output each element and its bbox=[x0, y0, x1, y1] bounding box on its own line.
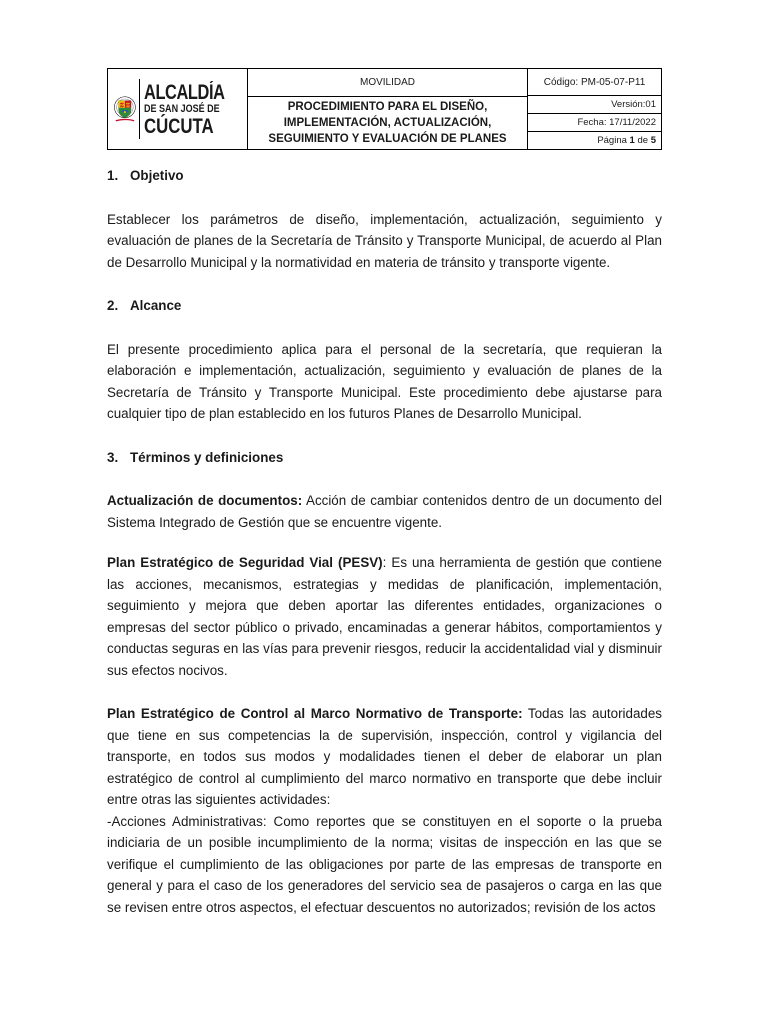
definition-term: Actualización de documentos: bbox=[107, 493, 303, 508]
page-sep: de bbox=[637, 135, 649, 146]
page-current: 1 bbox=[629, 135, 635, 146]
logo-line-3: CÚCUTA bbox=[143, 114, 214, 138]
document-date: Fecha: 17/11/2022 bbox=[528, 114, 661, 132]
city-shield-icon bbox=[114, 78, 136, 140]
definition-actualizacion bbox=[107, 490, 662, 533]
document-header bbox=[107, 68, 662, 150]
header-center bbox=[248, 69, 528, 149]
document-version: Versión:01 bbox=[528, 96, 661, 114]
logo-line-2: DE SAN JOSÉ DE bbox=[143, 102, 220, 115]
page-label: Página bbox=[597, 135, 627, 146]
document-body bbox=[107, 165, 662, 918]
definition-term: Plan Estratégico de Control al Marco Normativo de Transporte: bbox=[107, 706, 523, 721]
section-text-objetivo: Establecer los parámetros de diseño, implementación, actualización, seguimiento y evaluación de planes de la Secretaría de Tránsito y Transporte Municipal, de acuerdo al Plan de Desarrollo Municipal y la normatividad en materia de tránsito y transporte vigente. bbox=[107, 211, 662, 270]
process-area: MOVILIDAD bbox=[248, 69, 527, 97]
logo-divider bbox=[139, 79, 140, 139]
definition-pesv bbox=[107, 552, 662, 681]
page-indicator bbox=[528, 132, 661, 149]
page-total: 5 bbox=[650, 135, 656, 146]
section-heading-objetivo: 1. Objetivo bbox=[107, 168, 184, 183]
definition-plan-control bbox=[107, 703, 662, 811]
definition-term: Plan Estratégico de Seguridad Vial (PESV) bbox=[107, 555, 383, 570]
logo-wordmark bbox=[144, 82, 247, 137]
definition-list-item: -Acciones Administrativas: Como reportes que se constituyen en el soporte o la prueba indiciaria de un posible incumplimiento de la norma; visitas de inspección en las que se verifique el cumplimiento de las obligaciones por parte de las empresas de transporte en general y para el caso de los generadores del servicio sea de pasajeros o carga en las que se revisen entre otros aspectos, el efectuar descuentos no autorizados; revisión de los actos bbox=[107, 813, 662, 915]
logo-block bbox=[108, 69, 248, 149]
section-heading-terminos: 3. Términos y definiciones bbox=[107, 449, 284, 465]
logo-line-1: ALCALDÍA bbox=[143, 80, 225, 104]
section-text-alcance: El presente procedimiento aplica para el personal de la secretaría, que requieran la elaboración e implementación, actualización, seguimiento y evaluación de planes de la Secretaría de Tránsito y Transporte Municipal. Este procedimiento debe ajustarse para cualquier tipo de plan establecido en los futuros Planes de Desarrollo Municipal. bbox=[107, 341, 662, 421]
definition-text: Acción de cambiar contenidos dentro de un documento del Sistema Integrado de Gestión que se encuentre vigente. bbox=[107, 493, 662, 530]
document-title: PROCEDIMIENTO PARA EL DISEÑO, IMPLEMENTACIÓN, ACTUALIZACIÓN, SEGUIMIENTO Y EVALUACIÓN DE PLANES bbox=[268, 101, 507, 145]
definition-text: : Es una herramienta de gestión que contiene las acciones, mecanismos, estrategias y medidas de planificación, implementación, seguimiento y mejora que deben aportar las diferentes entidades, organizaciones o empresas del sector público o privado, encaminadas a generar hábitos, comportamientos y conductas seguras en las vías para prevenir riesgos, reducir la accidentalidad vial y disminuir sus efectos nocivos. bbox=[107, 555, 662, 678]
definition-text: Todas las autoridades que tiene en sus competencias la de supervisión, inspección, control y vigilancia del transporte, en todos sus modos y modalidades tienen el deber de elaborar un plan estratégico de control al cumplimiento del marco normativo en transporte que debe incluir entre otras las siguientes actividades: bbox=[107, 706, 662, 807]
document-code: Código: PM-05-07-P11 bbox=[528, 69, 661, 96]
header-meta bbox=[528, 69, 661, 149]
section-heading-alcance: 2. Alcance bbox=[107, 298, 182, 313]
